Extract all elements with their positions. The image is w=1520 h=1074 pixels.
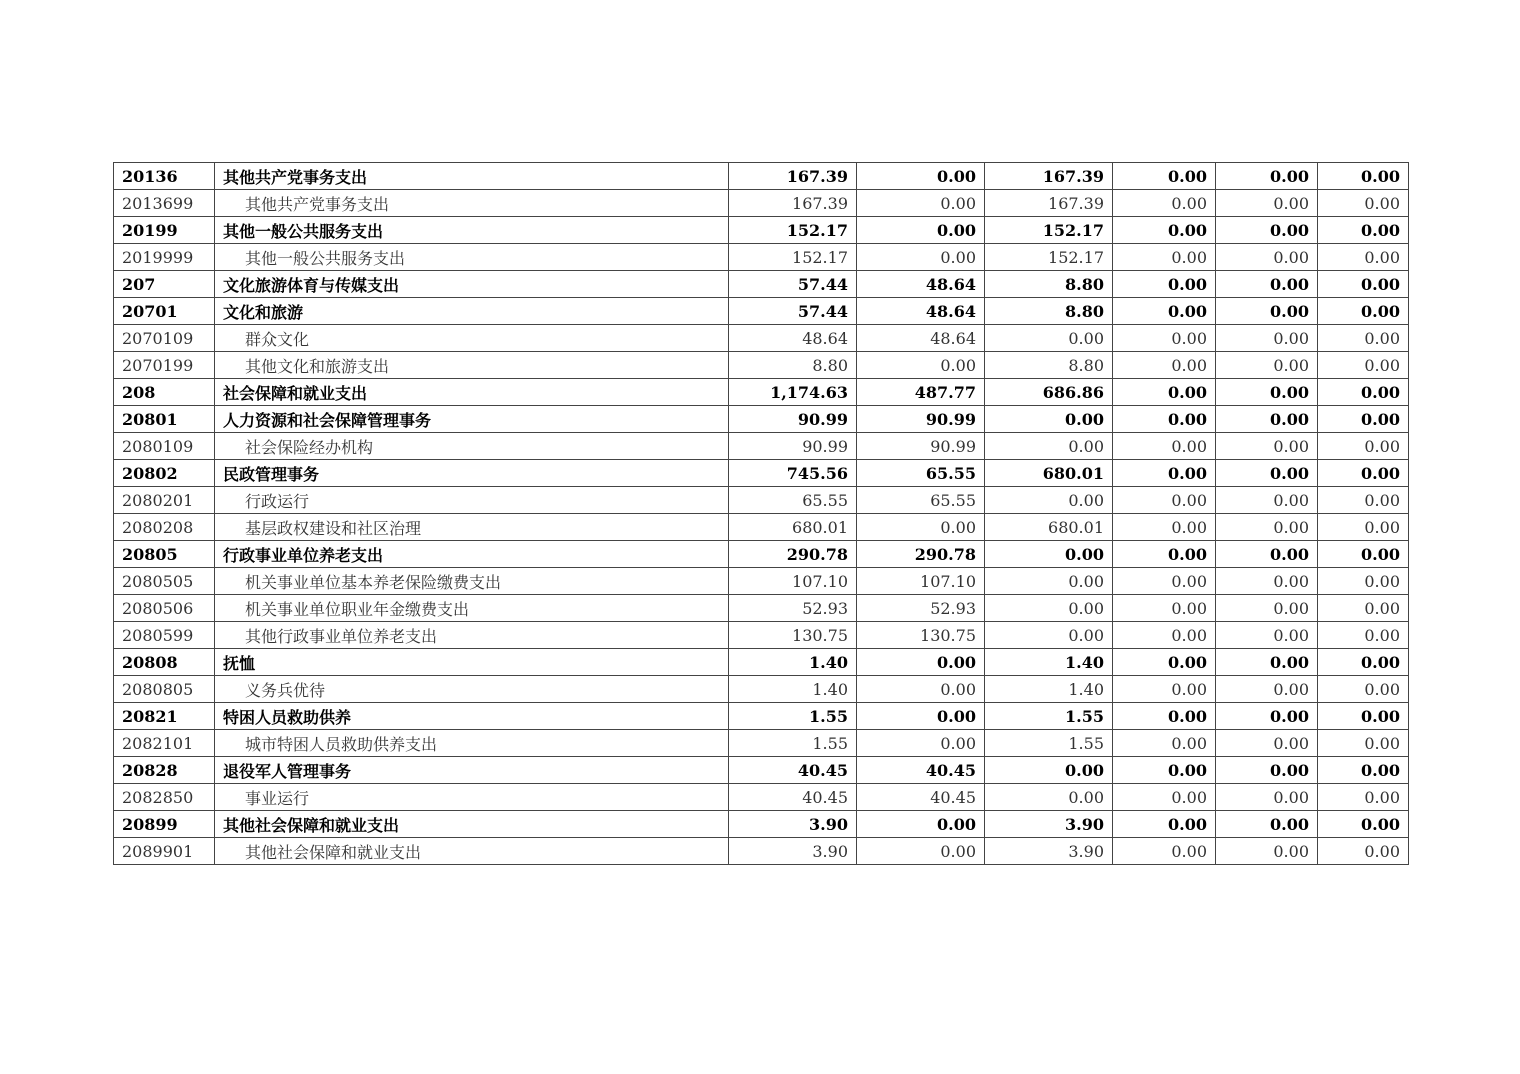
subject-code-cell: 2082850 [114, 784, 215, 811]
subject-name-cell: 抚恤 [215, 649, 729, 676]
amount-cell: 0.00 [1216, 811, 1318, 838]
amount-cell: 40.45 [857, 784, 985, 811]
amount-cell: 0.00 [1318, 352, 1409, 379]
amount-cell: 0.00 [985, 757, 1113, 784]
amount-cell: 0.00 [1113, 190, 1216, 217]
table-row [114, 784, 1409, 811]
amount-cell: 680.01 [729, 514, 857, 541]
amount-cell: 3.90 [985, 838, 1113, 865]
amount-cell: 0.00 [1113, 703, 1216, 730]
amount-cell: 0.00 [985, 784, 1113, 811]
subject-name-cell: 民政管理事务 [215, 460, 729, 487]
amount-cell: 65.55 [729, 487, 857, 514]
table-row [114, 730, 1409, 757]
amount-cell: 487.77 [857, 379, 985, 406]
amount-cell: 0.00 [857, 514, 985, 541]
subject-name-cell: 其他共产党事务支出 [215, 190, 729, 217]
amount-cell: 8.80 [985, 271, 1113, 298]
amount-cell: 65.55 [857, 460, 985, 487]
table-row [114, 163, 1409, 190]
subject-name-cell: 社会保障和就业支出 [215, 379, 729, 406]
amount-cell: 0.00 [1318, 190, 1409, 217]
subject-name-cell: 其他社会保障和就业支出 [215, 811, 729, 838]
subject-code-cell: 2070199 [114, 352, 215, 379]
amount-cell: 0.00 [1318, 622, 1409, 649]
amount-cell: 40.45 [857, 757, 985, 784]
amount-cell: 0.00 [857, 352, 985, 379]
amount-cell: 0.00 [985, 568, 1113, 595]
amount-cell: 48.64 [857, 271, 985, 298]
amount-cell: 0.00 [857, 244, 985, 271]
amount-cell: 0.00 [1318, 703, 1409, 730]
subject-code-cell: 2080109 [114, 433, 215, 460]
amount-cell: 167.39 [729, 163, 857, 190]
amount-cell: 686.86 [985, 379, 1113, 406]
amount-cell: 3.90 [729, 811, 857, 838]
amount-cell: 0.00 [1113, 271, 1216, 298]
subject-name-cell: 行政事业单位养老支出 [215, 541, 729, 568]
subject-name-cell: 其他一般公共服务支出 [215, 244, 729, 271]
amount-cell: 0.00 [1113, 811, 1216, 838]
amount-cell: 0.00 [985, 325, 1113, 352]
subject-code-cell: 2089901 [114, 838, 215, 865]
amount-cell: 0.00 [857, 649, 985, 676]
table-row [114, 838, 1409, 865]
table-row [114, 541, 1409, 568]
subject-name-cell: 机关事业单位基本养老保险缴费支出 [215, 568, 729, 595]
amount-cell: 0.00 [1216, 460, 1318, 487]
amount-cell: 0.00 [1318, 595, 1409, 622]
amount-cell: 1.55 [729, 730, 857, 757]
amount-cell: 0.00 [1113, 838, 1216, 865]
amount-cell: 745.56 [729, 460, 857, 487]
amount-cell: 0.00 [1318, 298, 1409, 325]
amount-cell: 0.00 [1318, 514, 1409, 541]
amount-cell: 3.90 [729, 838, 857, 865]
amount-cell: 107.10 [729, 568, 857, 595]
subject-name-cell: 机关事业单位职业年金缴费支出 [215, 595, 729, 622]
table-row [114, 595, 1409, 622]
amount-cell: 0.00 [1216, 838, 1318, 865]
amount-cell: 1.40 [729, 649, 857, 676]
amount-cell: 1.40 [729, 676, 857, 703]
subject-name-cell: 退役军人管理事务 [215, 757, 729, 784]
amount-cell: 0.00 [1113, 649, 1216, 676]
amount-cell: 1.40 [985, 676, 1113, 703]
amount-cell: 152.17 [729, 217, 857, 244]
subject-code-cell: 2080208 [114, 514, 215, 541]
amount-cell: 0.00 [1216, 406, 1318, 433]
subject-code-cell: 2080599 [114, 622, 215, 649]
subject-name-cell: 文化旅游体育与传媒支出 [215, 271, 729, 298]
table-row [114, 433, 1409, 460]
amount-cell: 290.78 [729, 541, 857, 568]
amount-cell: 167.39 [985, 163, 1113, 190]
table-row [114, 811, 1409, 838]
amount-cell: 48.64 [729, 325, 857, 352]
amount-cell: 680.01 [985, 514, 1113, 541]
subject-name-cell: 其他共产党事务支出 [215, 163, 729, 190]
table-row [114, 325, 1409, 352]
amount-cell: 0.00 [1318, 784, 1409, 811]
amount-cell: 0.00 [1318, 460, 1409, 487]
amount-cell: 90.99 [729, 406, 857, 433]
table-row [114, 460, 1409, 487]
amount-cell: 0.00 [857, 190, 985, 217]
table-row [114, 676, 1409, 703]
amount-cell: 0.00 [1216, 217, 1318, 244]
amount-cell: 0.00 [857, 811, 985, 838]
amount-cell: 0.00 [1318, 568, 1409, 595]
amount-cell: 0.00 [1216, 271, 1318, 298]
amount-cell: 0.00 [857, 217, 985, 244]
amount-cell: 8.80 [729, 352, 857, 379]
amount-cell: 152.17 [985, 244, 1113, 271]
amount-cell: 0.00 [1216, 433, 1318, 460]
amount-cell: 3.90 [985, 811, 1113, 838]
amount-cell: 0.00 [1216, 595, 1318, 622]
table-row [114, 298, 1409, 325]
amount-cell: 0.00 [1318, 730, 1409, 757]
amount-cell: 0.00 [985, 541, 1113, 568]
amount-cell: 0.00 [1318, 379, 1409, 406]
amount-cell: 0.00 [1216, 298, 1318, 325]
table-row [114, 352, 1409, 379]
subject-code-cell: 2013699 [114, 190, 215, 217]
amount-cell: 0.00 [1216, 757, 1318, 784]
table-row [114, 217, 1409, 244]
amount-cell: 90.99 [729, 433, 857, 460]
amount-cell: 130.75 [729, 622, 857, 649]
amount-cell: 0.00 [1216, 730, 1318, 757]
amount-cell: 107.10 [857, 568, 985, 595]
amount-cell: 57.44 [729, 298, 857, 325]
amount-cell: 48.64 [857, 325, 985, 352]
amount-cell: 0.00 [1113, 757, 1216, 784]
amount-cell: 0.00 [1113, 568, 1216, 595]
amount-cell: 0.00 [985, 406, 1113, 433]
amount-cell: 0.00 [1318, 217, 1409, 244]
table-body [114, 163, 1409, 865]
amount-cell: 0.00 [1113, 730, 1216, 757]
subject-name-cell: 其他社会保障和就业支出 [215, 838, 729, 865]
amount-cell: 0.00 [1113, 676, 1216, 703]
amount-cell: 0.00 [1318, 811, 1409, 838]
amount-cell: 0.00 [1318, 649, 1409, 676]
amount-cell: 0.00 [1216, 703, 1318, 730]
amount-cell: 0.00 [857, 730, 985, 757]
table-row [114, 244, 1409, 271]
amount-cell: 0.00 [1113, 541, 1216, 568]
amount-cell: 52.93 [857, 595, 985, 622]
amount-cell: 0.00 [1318, 271, 1409, 298]
amount-cell: 0.00 [1318, 406, 1409, 433]
amount-cell: 0.00 [1318, 325, 1409, 352]
table-row [114, 649, 1409, 676]
amount-cell: 152.17 [729, 244, 857, 271]
table-row [114, 622, 1409, 649]
amount-cell: 0.00 [1216, 379, 1318, 406]
amount-cell: 0.00 [857, 163, 985, 190]
amount-cell: 130.75 [857, 622, 985, 649]
amount-cell: 0.00 [1113, 784, 1216, 811]
table-row [114, 487, 1409, 514]
subject-code-cell: 2070109 [114, 325, 215, 352]
amount-cell: 0.00 [1113, 406, 1216, 433]
amount-cell: 0.00 [985, 433, 1113, 460]
amount-cell: 167.39 [729, 190, 857, 217]
subject-name-cell: 基层政权建设和社区治理 [215, 514, 729, 541]
amount-cell: 52.93 [729, 595, 857, 622]
amount-cell: 0.00 [1216, 784, 1318, 811]
amount-cell: 0.00 [1113, 298, 1216, 325]
amount-cell: 0.00 [1113, 433, 1216, 460]
table-row [114, 514, 1409, 541]
amount-cell: 152.17 [985, 217, 1113, 244]
amount-cell: 0.00 [1113, 163, 1216, 190]
amount-cell: 0.00 [857, 703, 985, 730]
amount-cell: 0.00 [1113, 379, 1216, 406]
amount-cell: 0.00 [1318, 433, 1409, 460]
amount-cell: 0.00 [985, 487, 1113, 514]
amount-cell: 1.55 [985, 730, 1113, 757]
subject-code-cell: 20701 [114, 298, 215, 325]
amount-cell: 0.00 [1216, 514, 1318, 541]
amount-cell: 0.00 [985, 595, 1113, 622]
amount-cell: 0.00 [1113, 622, 1216, 649]
subject-code-cell: 20199 [114, 217, 215, 244]
amount-cell: 290.78 [857, 541, 985, 568]
amount-cell: 65.55 [857, 487, 985, 514]
amount-cell: 90.99 [857, 406, 985, 433]
table-row [114, 568, 1409, 595]
budget-table-container [113, 162, 1408, 865]
amount-cell: 1,174.63 [729, 379, 857, 406]
subject-code-cell: 20821 [114, 703, 215, 730]
amount-cell: 40.45 [729, 784, 857, 811]
subject-code-cell: 2080506 [114, 595, 215, 622]
amount-cell: 0.00 [857, 838, 985, 865]
amount-cell: 0.00 [1318, 541, 1409, 568]
subject-code-cell: 20801 [114, 406, 215, 433]
subject-name-cell: 义务兵优待 [215, 676, 729, 703]
amount-cell: 1.55 [729, 703, 857, 730]
amount-cell: 0.00 [1216, 622, 1318, 649]
amount-cell: 0.00 [857, 676, 985, 703]
amount-cell: 0.00 [1318, 676, 1409, 703]
amount-cell: 40.45 [729, 757, 857, 784]
subject-code-cell: 20802 [114, 460, 215, 487]
subject-code-cell: 20899 [114, 811, 215, 838]
amount-cell: 680.01 [985, 460, 1113, 487]
subject-name-cell: 行政运行 [215, 487, 729, 514]
subject-name-cell: 群众文化 [215, 325, 729, 352]
amount-cell: 0.00 [1216, 649, 1318, 676]
amount-cell: 8.80 [985, 352, 1113, 379]
table-row [114, 379, 1409, 406]
subject-code-cell: 20808 [114, 649, 215, 676]
amount-cell: 1.40 [985, 649, 1113, 676]
amount-cell: 1.55 [985, 703, 1113, 730]
table-row [114, 190, 1409, 217]
subject-name-cell: 人力资源和社会保障管理事务 [215, 406, 729, 433]
table-row [114, 703, 1409, 730]
subject-code-cell: 2080805 [114, 676, 215, 703]
amount-cell: 0.00 [1318, 487, 1409, 514]
table-row [114, 406, 1409, 433]
amount-cell: 90.99 [857, 433, 985, 460]
amount-cell: 0.00 [1318, 163, 1409, 190]
amount-cell: 57.44 [729, 271, 857, 298]
table-row [114, 757, 1409, 784]
amount-cell: 0.00 [1113, 352, 1216, 379]
subject-name-cell: 社会保险经办机构 [215, 433, 729, 460]
subject-code-cell: 2080505 [114, 568, 215, 595]
amount-cell: 0.00 [1318, 757, 1409, 784]
subject-code-cell: 2082101 [114, 730, 215, 757]
amount-cell: 0.00 [1113, 514, 1216, 541]
subject-name-cell: 特困人员救助供养 [215, 703, 729, 730]
amount-cell: 0.00 [1216, 352, 1318, 379]
amount-cell: 0.00 [1216, 244, 1318, 271]
amount-cell: 0.00 [1318, 244, 1409, 271]
amount-cell: 0.00 [1113, 595, 1216, 622]
subject-name-cell: 文化和旅游 [215, 298, 729, 325]
subject-code-cell: 2080201 [114, 487, 215, 514]
subject-code-cell: 2019999 [114, 244, 215, 271]
amount-cell: 0.00 [1216, 568, 1318, 595]
amount-cell: 0.00 [1216, 541, 1318, 568]
amount-cell: 48.64 [857, 298, 985, 325]
subject-name-cell: 事业运行 [215, 784, 729, 811]
amount-cell: 0.00 [1113, 325, 1216, 352]
amount-cell: 0.00 [1216, 190, 1318, 217]
subject-name-cell: 城市特困人员救助供养支出 [215, 730, 729, 757]
amount-cell: 0.00 [1113, 460, 1216, 487]
subject-code-cell: 20136 [114, 163, 215, 190]
amount-cell: 8.80 [985, 298, 1113, 325]
subject-code-cell: 20828 [114, 757, 215, 784]
amount-cell: 0.00 [1216, 487, 1318, 514]
amount-cell: 0.00 [1113, 487, 1216, 514]
amount-cell: 0.00 [1113, 217, 1216, 244]
amount-cell: 0.00 [1216, 676, 1318, 703]
amount-cell: 0.00 [985, 622, 1113, 649]
table-row [114, 271, 1409, 298]
subject-code-cell: 207 [114, 271, 215, 298]
amount-cell: 0.00 [1113, 244, 1216, 271]
subject-code-cell: 20805 [114, 541, 215, 568]
amount-cell: 0.00 [1216, 163, 1318, 190]
amount-cell: 167.39 [985, 190, 1113, 217]
subject-name-cell: 其他一般公共服务支出 [215, 217, 729, 244]
amount-cell: 0.00 [1216, 325, 1318, 352]
subject-name-cell: 其他文化和旅游支出 [215, 352, 729, 379]
budget-expenditure-table [113, 162, 1409, 865]
amount-cell: 0.00 [1318, 838, 1409, 865]
subject-code-cell: 208 [114, 379, 215, 406]
subject-name-cell: 其他行政事业单位养老支出 [215, 622, 729, 649]
